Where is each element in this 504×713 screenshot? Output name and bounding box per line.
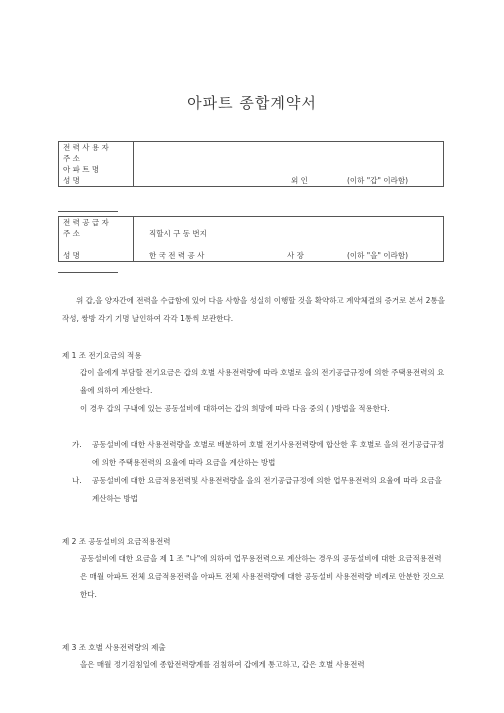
- supplier-seal: 사 장: [287, 251, 304, 260]
- supplier-row: [58, 239, 444, 250]
- supplier-row-label: 전 력 공 급 자: [63, 217, 134, 228]
- article-1-item-text: 공동설비에 대한 요금적용전력및 사용전력량을 을의 전기공급규정에 의한 업무용전력의 요율에 따라 요금을 계산하는 방법: [92, 476, 442, 503]
- article-1-item-mark: 나.: [72, 476, 82, 485]
- document-title: 아파트 종합계약서: [187, 94, 317, 112]
- supplier-row-label: 성 명: [63, 250, 134, 261]
- buyer-row: [58, 164, 444, 175]
- buyer-row-label: 성 명: [63, 175, 134, 186]
- article-1-item-text: 공동설비에 대한 사용전력량을 호별로 배분하여 호별 전기사용전력량에 합산한 후 호별로 을의 전기공급규정에 의한 주택용전력의 요율에 따라 요금을 계산하는 방법: [92, 440, 445, 467]
- article-2-heading: 제 2 조 공동설비의 요금적용전력: [62, 537, 171, 546]
- supplier-row: [58, 217, 444, 228]
- article-3-heading: 제 3 조 호별 사용전력량의 제출: [62, 643, 166, 652]
- article-2-paragraph: 공동설비에 대한 요금을 제 1 조 "나"에 의하여 업무용전력으로 계산하는 경우의 공동설비에 대한 요금적용전력은 매월 아파트 전체 요금적용전력을 아파트 전체 사용전력량에 대한 공동설비 사용전력량 비례로 안분한 것으로 한다.: [80, 554, 445, 599]
- intro-paragraph: 위 갑,을 양자간에 전력을 수급함에 있어 다음 사항을 성실히 이행할 것을 확약하고 계약체결의 증거로 본서 2통을 작성, 쌍방 각기 기명 날인하여 각각 1통씩 보관한다.: [62, 296, 445, 323]
- article-1-heading: 제 1 조 전기요금의 적용: [62, 351, 142, 360]
- article-1-item-mark: 가.: [72, 440, 82, 449]
- buyer-row-label: 전 력 사 용 자: [63, 142, 134, 153]
- supplier-row-value: 한 국 전 력 공 사: [149, 251, 205, 260]
- supplier-party-table: [58, 216, 444, 262]
- buyer-row-label: 주 소: [63, 153, 134, 164]
- supplier-note: (이하 "을" 이라함): [347, 251, 408, 260]
- buyer-row: [58, 153, 444, 164]
- article-3-paragraph: 을은 매월 정기검침일에 종합전력량계를 검침하여 갑에게 통고하고, 갑은 호별 사용전력: [80, 660, 365, 669]
- supplier-row-value: 직할시 구 동 번지: [149, 229, 207, 238]
- supplier-row-label: [63, 239, 134, 250]
- table-tail-line: [58, 272, 118, 273]
- supplier-row-label: 주 소: [63, 228, 134, 239]
- article-1-paragraph: 이 경우 갑의 구내에 있는 공동설비에 대하여는 갑의 희망에 따라 다음 중의 ( )방법을 적용한다.: [80, 404, 390, 413]
- buyer-party-table: [58, 141, 444, 187]
- article-1-paragraph: 갑이 을에게 부담할 전기요금은 갑의 호별 사용전력량에 따라 호별로 을의 전기공급규정에 의한 주택용전력의 요율에 의하여 계산한다.: [80, 368, 445, 395]
- supplier-row: [58, 228, 444, 239]
- buyer-seal: 외 인: [291, 176, 308, 185]
- buyer-note: (이하 "갑" 이라함): [347, 176, 408, 185]
- table-tail-line: [58, 211, 118, 212]
- buyer-row: [58, 175, 444, 186]
- buyer-row: [58, 142, 444, 153]
- supplier-row: [58, 250, 444, 261]
- buyer-row-label: 아 파 트 명: [63, 164, 134, 175]
